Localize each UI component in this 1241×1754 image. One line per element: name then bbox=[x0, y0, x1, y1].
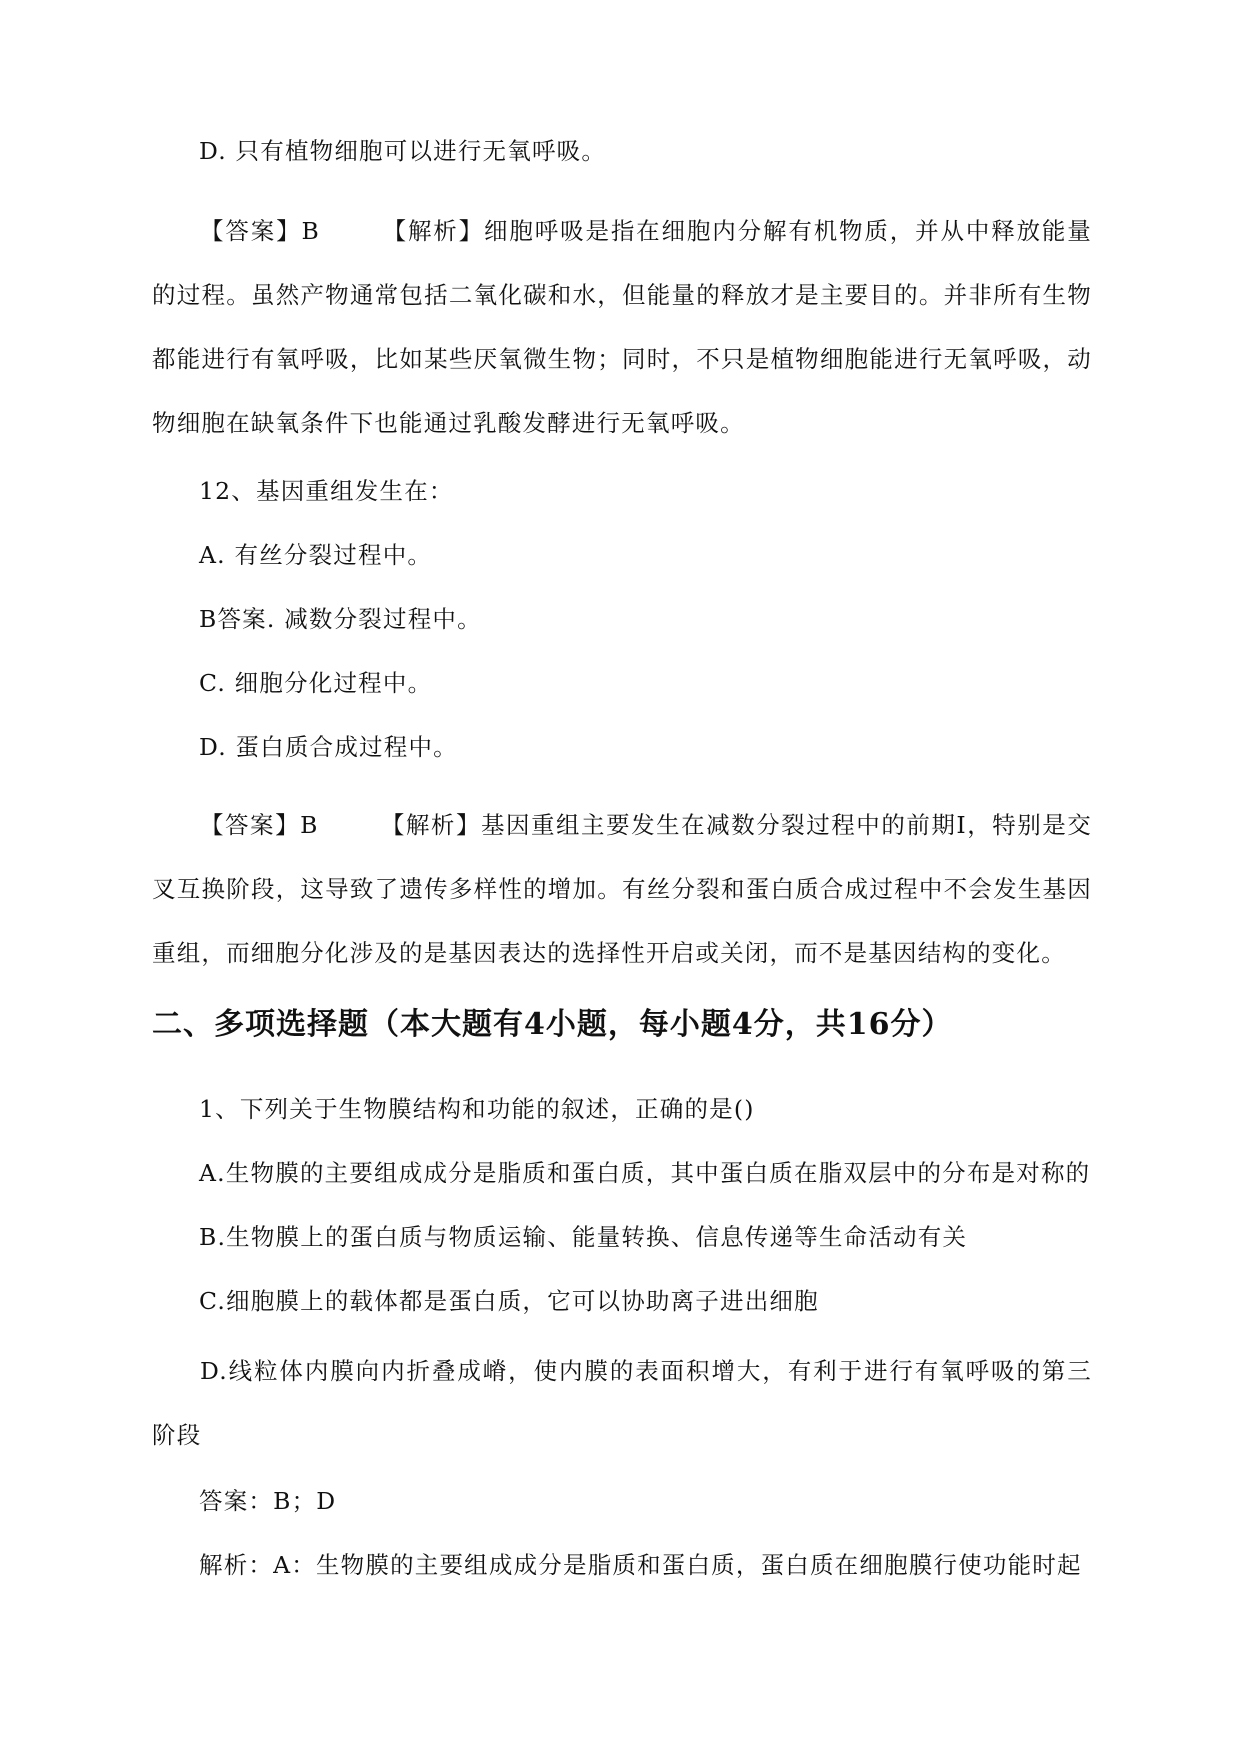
q11-explanation: 【解析】细胞呼吸是指在细胞内分解有机物质，并从中释放能量的过程。虽然产物通常包括二氧化碳和水，但能量的释放才是主要目的。并非所有生物都能进行有氧呼吸，比如某些厌氧微生物；同时，不只是植物细胞能进行无氧呼吸，动物细胞在缺氧条件下也能通过乳酸发酵进行无氧呼吸。 bbox=[152, 217, 1092, 437]
mq1-stem: 1、下列关于生物膜结构和功能的叙述，正确的是() bbox=[199, 1095, 755, 1123]
mq1-option-a: A.生物膜的主要组成成分是脂质和蛋白质，其中蛋白质在脂双层中的分布是对称的 bbox=[199, 1159, 1091, 1187]
mq1-option-c: C.细胞膜上的载体都是蛋白质，它可以协助离子进出细胞 bbox=[199, 1287, 819, 1315]
q12-option-c: C. 细胞分化过程中。 bbox=[199, 669, 433, 697]
q12-option-b: B答案. 减数分裂过程中。 bbox=[199, 605, 482, 633]
q11-answer-label: 【答案】B bbox=[200, 217, 320, 245]
q12-option-d: D. 蛋白质合成过程中。 bbox=[199, 733, 458, 761]
q12-stem: 12、基因重组发生在： bbox=[199, 477, 454, 505]
q12-answer-label: 【答案】B bbox=[200, 811, 319, 839]
q11-answer-explanation bbox=[152, 199, 1092, 455]
mq1-option-d: D.线粒体内膜向内折叠成嵴，使内膜的表面积增大，有利于进行有氧呼吸的第三阶段 bbox=[152, 1357, 1092, 1449]
section-heading-multiple-choice: 二、多项选择题（本大题有4小题，每小题4分，共16分） bbox=[152, 1007, 953, 1042]
q12-explanation: 【解析】基因重组主要发生在减数分裂过程中的前期I，特别是交叉互换阶段，这导致了遗传多样性的增加。有丝分裂和蛋白质合成过程中不会发生基因重组，而细胞分化涉及的是基因表达的选择性开启或关闭，而不是基因结构的变化。 bbox=[152, 811, 1092, 967]
mq1-answer: 答案：B；D bbox=[199, 1487, 337, 1515]
q12-option-a: A. 有丝分裂过程中。 bbox=[199, 541, 433, 569]
q12-answer-explanation bbox=[152, 793, 1092, 985]
mq1-explanation: 解析：A：生物膜的主要组成成分是脂质和蛋白质，蛋白质在细胞膜行使功能时起 bbox=[199, 1551, 1082, 1579]
mq1-option-b: B.生物膜上的蛋白质与物质运输、能量转换、信息传递等生命活动有关 bbox=[199, 1223, 968, 1251]
q11-option-d: D. 只有植物细胞可以进行无氧呼吸。 bbox=[199, 137, 607, 165]
